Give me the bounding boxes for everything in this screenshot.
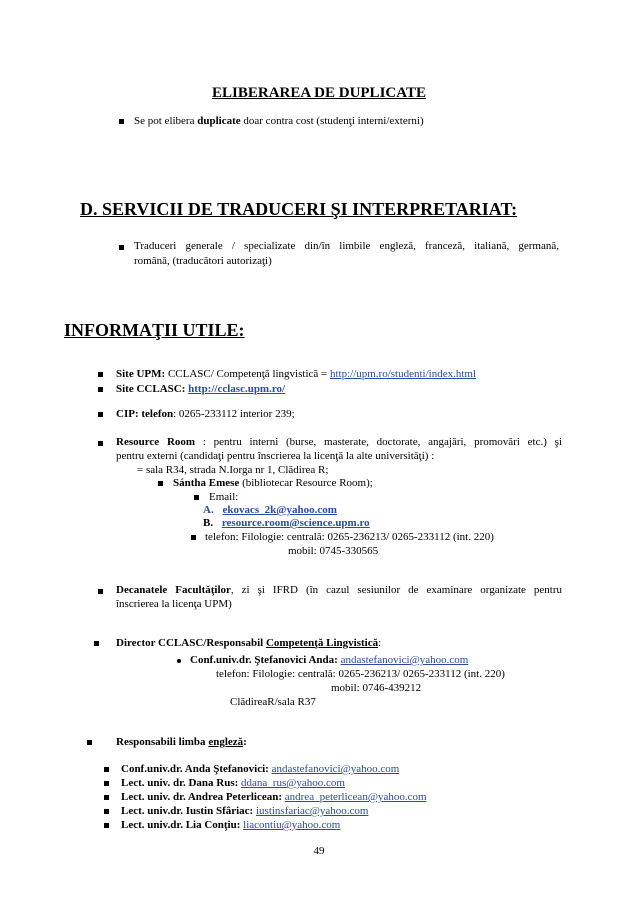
list-item xyxy=(121,791,427,804)
person-name: Lect. univ.dr. Lia Conţiu: xyxy=(121,819,241,831)
english-label-pre: Responsabili limba xyxy=(116,736,209,748)
bullet-square-icon xyxy=(98,412,103,417)
page-number: 49 xyxy=(313,845,325,857)
resource-phone: telefon: Filologie: centrală: 0265-236213/ 0265-233112 (int. 220) xyxy=(205,531,494,543)
section-d-heading: D. SERVICII DE TRADUCERI ŞI INTERPRETARIAT: xyxy=(80,199,518,219)
person-name: Conf.univ.dr. Anda Ştefanovici: xyxy=(121,763,269,775)
info-heading: INFORMAŢII UTILE: xyxy=(64,320,245,340)
bullet-square-icon xyxy=(104,767,109,772)
resource-email-label: Email: xyxy=(209,491,239,503)
director-person-name: Conf.univ.dr. Ştefanovici Anda: xyxy=(190,654,338,666)
director-phone: telefon: Filologie: centrală: 0265-236213/ 0265-233112 (int. 220) xyxy=(216,668,505,680)
site-upm-line xyxy=(116,368,476,381)
duplicates-heading: ELIBERAREA DE DUPLICATE xyxy=(212,85,426,101)
site-upm-label: Site UPM: xyxy=(116,368,166,380)
email-b-marker: B. xyxy=(203,517,214,529)
list-item xyxy=(121,819,340,832)
cip-label: CIP: telefon xyxy=(116,408,174,420)
resource-label: Resource Room xyxy=(116,436,196,448)
list-item xyxy=(121,763,399,776)
bullet-square-icon xyxy=(104,809,109,814)
director-person xyxy=(190,654,468,667)
director-email-link[interactable]: andastefanovici@yahoo.com xyxy=(340,654,469,666)
site-upm-text: CCLASC/ Competenţă lingvistică = xyxy=(165,368,330,380)
deans-line2: înscrierea la licenţa UPM) xyxy=(116,598,232,610)
cip-line xyxy=(116,408,295,421)
duplicates-item xyxy=(134,115,424,128)
director-label xyxy=(116,637,381,650)
bullet-square-icon xyxy=(87,740,92,745)
bullet-square-icon xyxy=(194,495,199,500)
site-upm-link[interactable]: http://upm.ro/studenti/index.html xyxy=(329,368,477,380)
resource-email-a xyxy=(203,504,337,517)
email-a-link[interactable]: ekovacs_2k@yahoo.com xyxy=(222,504,337,516)
bullet-square-icon xyxy=(104,795,109,800)
person-email-link[interactable]: andastefanovici@yahoo.com xyxy=(271,763,400,775)
english-label-underlined: engleză xyxy=(208,736,244,748)
director-label-underlined: Competenţă Lingvistică xyxy=(265,637,379,649)
email-b-link[interactable]: resource.room@science.upm.ro xyxy=(221,517,370,529)
english-label xyxy=(116,736,247,749)
resource-line2: pentru externi (candidaţi pentru înscrierea la licenţă la alte universităţi) : xyxy=(116,450,435,462)
duplicates-item-bold: duplicate xyxy=(197,115,241,127)
cip-text: : 0265-233112 interior 239; xyxy=(173,408,295,420)
bullet-square-icon xyxy=(98,589,103,594)
bullet-square-icon xyxy=(119,119,124,124)
bullet-square-icon xyxy=(158,481,163,486)
bullet-square-icon xyxy=(98,387,103,392)
person-name: Lect. univ. dr. Dana Rus: xyxy=(121,777,239,789)
person-email-link[interactable]: iustinsfariac@yahoo.com xyxy=(255,805,369,817)
resource-mobile: mobil: 0745-330565 xyxy=(288,545,379,557)
site-cclasc-label: Site CCLASC: xyxy=(116,383,186,395)
duplicates-item-post: doar contra cost (studenţi interni/externi) xyxy=(240,115,424,127)
site-cclasc-link[interactable]: http://cclasc.upm.ro/ xyxy=(188,383,286,395)
bullet-square-icon xyxy=(98,441,103,446)
email-a-marker: A. xyxy=(203,504,214,516)
deans-line1 xyxy=(116,584,562,597)
bullet-square-icon xyxy=(98,372,103,377)
section-d-item-line1: Traduceri generale / specializate din/în limbile engleză, franceză, italiană, germană, xyxy=(134,240,559,252)
director-room: ClădireaR/sala R37 xyxy=(230,696,316,708)
list-item xyxy=(121,777,345,790)
person-email-link[interactable]: liacontiu@yahoo.com xyxy=(243,819,341,831)
director-mobile: mobil: 0746-439212 xyxy=(331,682,422,694)
english-label-post: : xyxy=(243,736,247,748)
resource-person-name: Sántha Emese xyxy=(173,477,240,489)
bullet-square-icon xyxy=(191,535,196,540)
deans-line1-rest: , zi şi IFRD (în cazul sesiunilor de examinare organizate pentru xyxy=(230,584,563,596)
list-item xyxy=(121,805,368,818)
person-email-link[interactable]: ddana_rus@yahoo.com xyxy=(241,777,345,789)
resource-person-role: (bibliotecar Resource Room); xyxy=(239,477,373,489)
person-name: Lect. univ.dr. Iustin Sfâriac: xyxy=(121,805,254,817)
bullet-square-icon xyxy=(104,823,109,828)
resource-line1 xyxy=(116,436,562,449)
bullet-dot-icon xyxy=(177,659,181,663)
director-label-post: : xyxy=(378,637,382,649)
deans-label: Decanatele Facultăţilor xyxy=(116,584,231,596)
bullet-square-icon xyxy=(104,781,109,786)
duplicates-item-pre: Se pot elibera xyxy=(134,115,198,127)
bullet-square-icon xyxy=(94,641,99,646)
resource-location: = sala R34, strada N.Iorga nr 1, Clădirea R; xyxy=(137,464,329,476)
resource-email-b xyxy=(203,517,370,530)
person-name: Lect. univ. dr. Andrea Peterlicean: xyxy=(121,791,283,803)
bullet-square-icon xyxy=(119,245,124,250)
resource-line1-rest: : pentru interni (burse, masterate, doctorate, angajări, promovări etc.) şi xyxy=(195,436,563,448)
person-email-link[interactable]: andrea_peterlicean@yahoo.com xyxy=(284,791,427,803)
site-cclasc-line xyxy=(116,383,285,396)
section-d-item-line2: română, (traducători autorizaţi) xyxy=(134,255,272,267)
resource-person xyxy=(173,477,373,490)
director-label-pre: Director CCLASC/Responsabil xyxy=(116,637,266,649)
